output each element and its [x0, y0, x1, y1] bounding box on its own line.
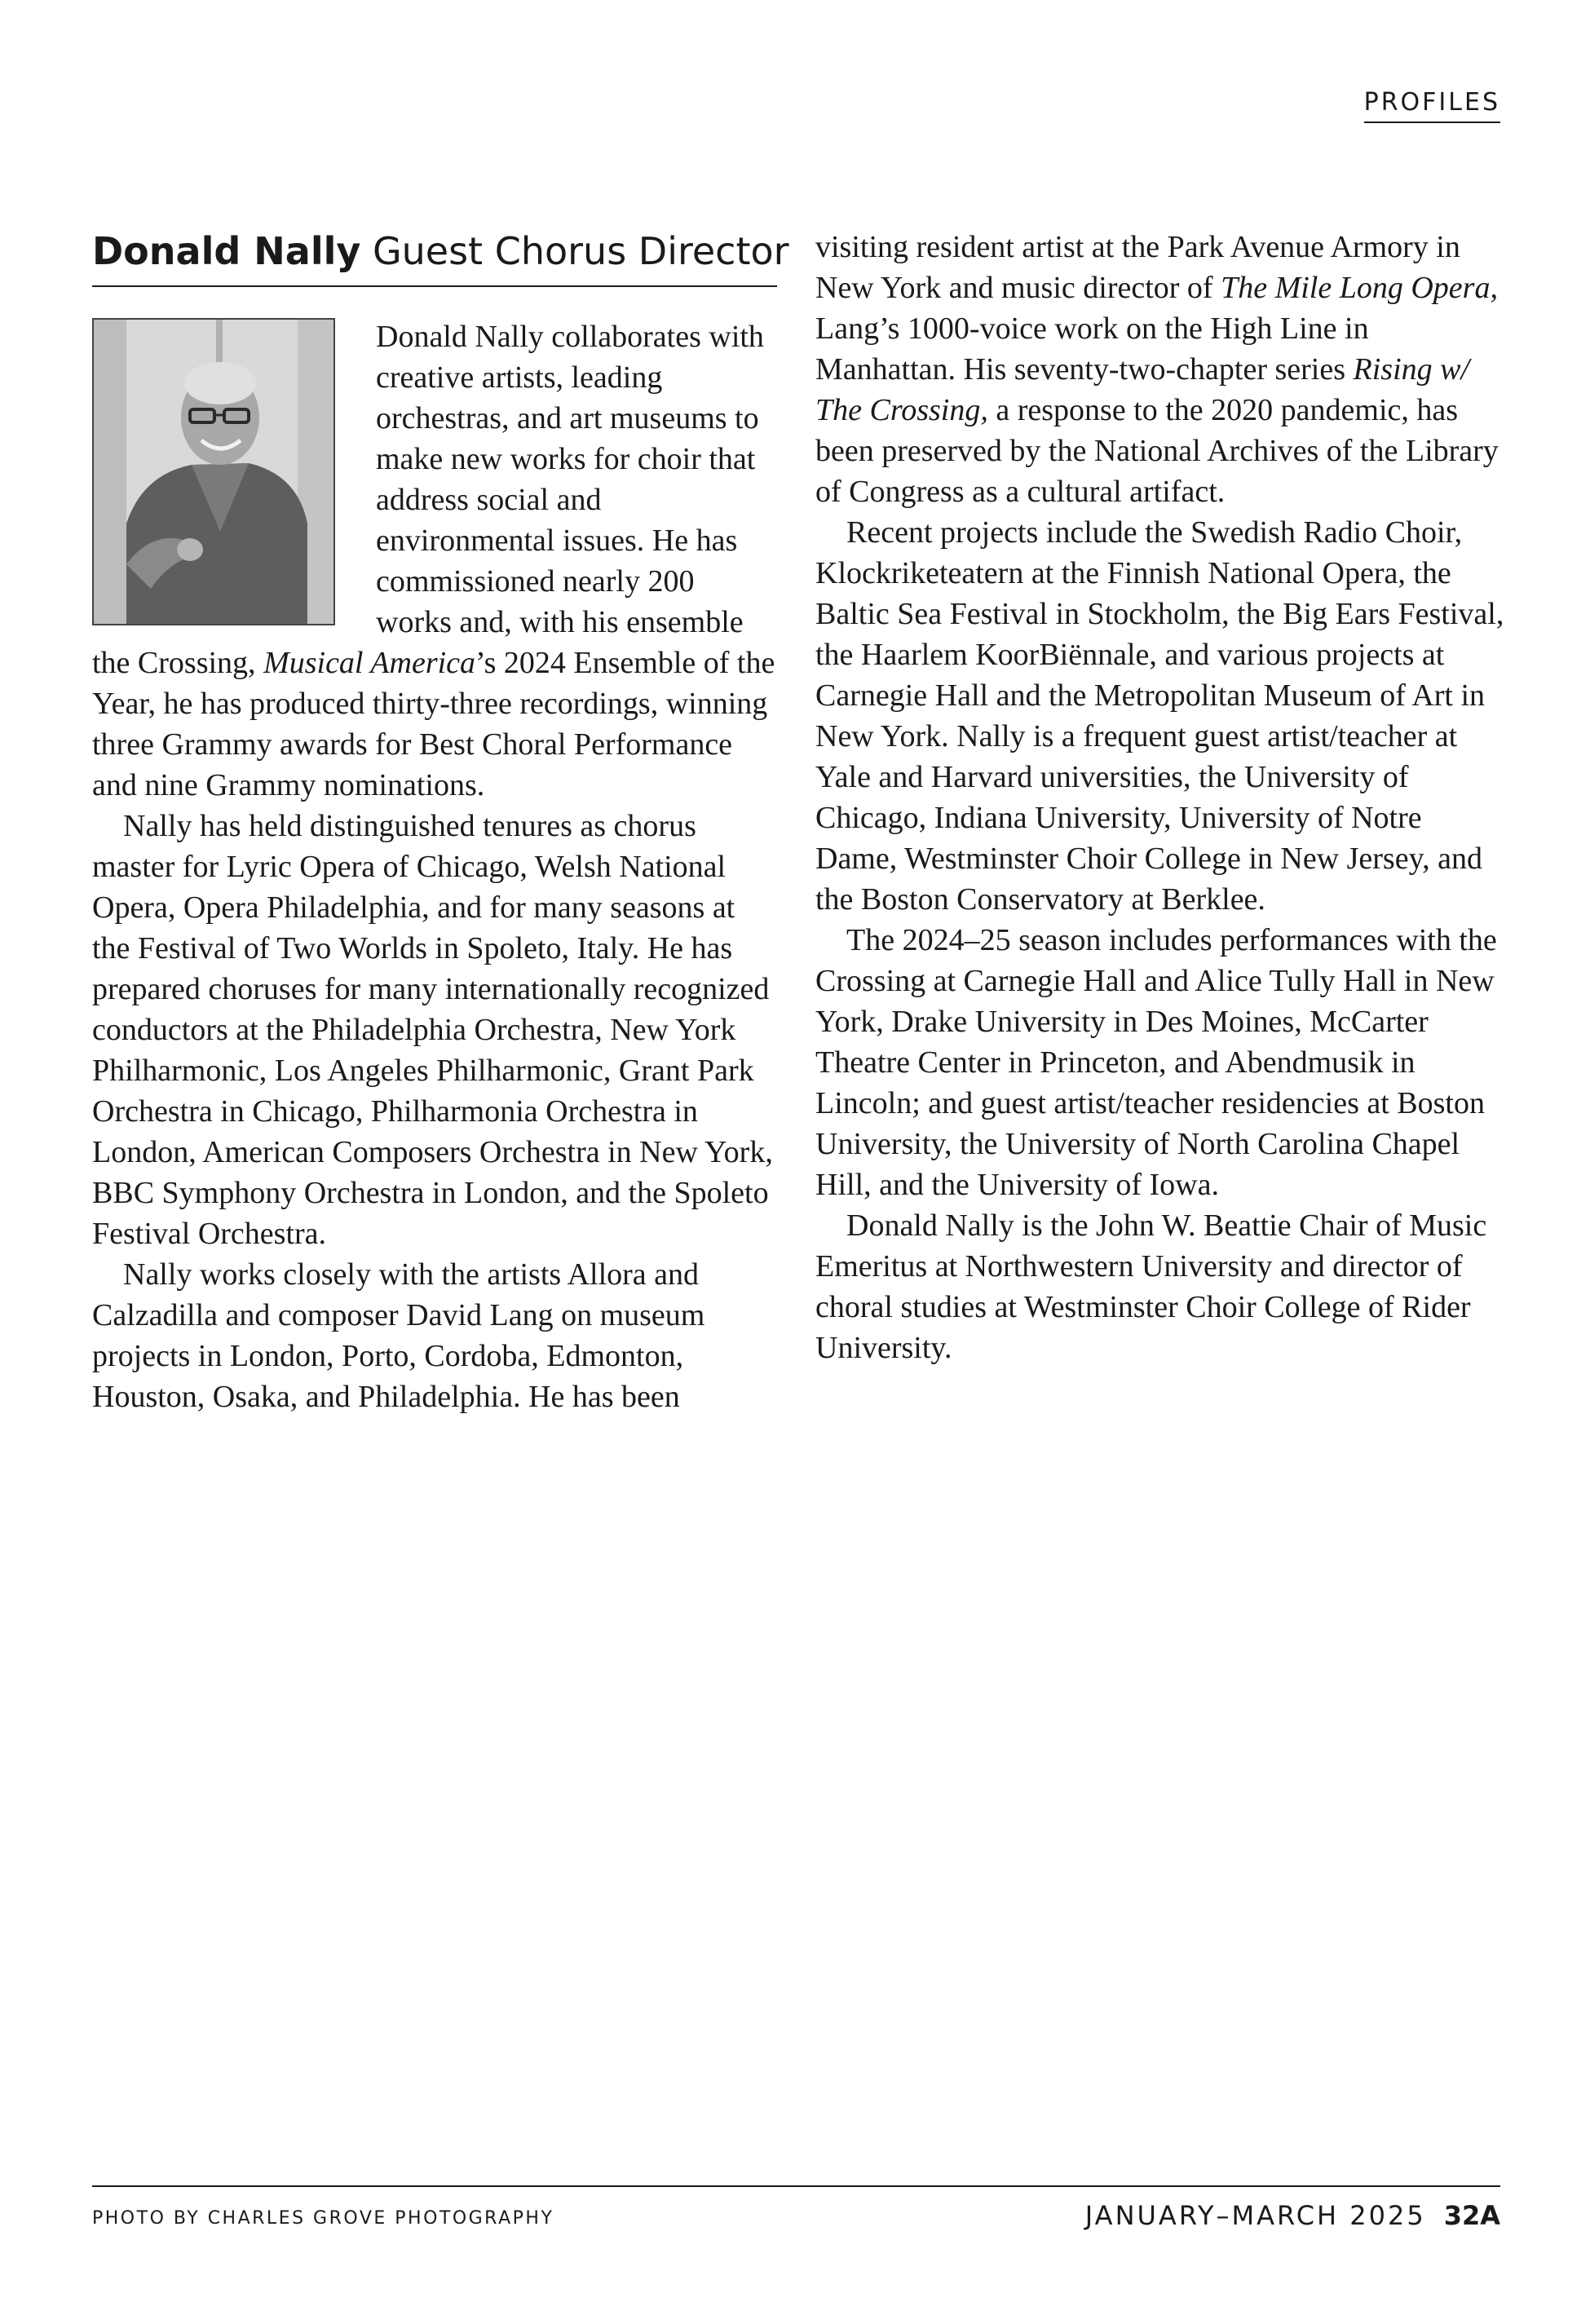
bio-text: ’s 2024 Ensemble of the Year, he has produced thirty-three recordings, winning three Grammy awards for Best Choral Performance and nine Grammy nominations.: [92, 646, 775, 802]
bio-paragraph-4: Recent projects include the Swedish Radio Choir, Klockriketeatern at the Finnish National Opera, the Baltic Sea Festival in Stockholm, the Big Ears Festival, the Haarlem KoorBiënnale, and various projects at Carnegie Hall and the Metropolitan Museum of Art in New York. Nally is a frequent guest artist/teacher at Yale and Harvard universities, the University of Chicago, Indiana University, University of Notre Dame, Westminster Choir College in New Jersey, and the Boston Conservatory at Berklee.: [815, 515, 1504, 917]
issue-date: JANUARY–MARCH 2025: [1084, 2200, 1426, 2231]
bio-paragraph-5: The 2024–25 season includes performances with the Crossing at Carnegie Hall and Alice Tully Hall in New York, Drake University in Des Moines, McCarter Theatre Center in Princeton, and Abendmusik in Lincoln; and guest artist/teacher residencies at Boston University, the University of North Carolina Chapel Hill, and the University of Iowa.: [815, 923, 1497, 1202]
bio-paragraph-6: Donald Nally is the John W. Beattie Chair of Music Emeritus at Northwestern University and director of choral studies at Westminster Choir College of Rider University.: [815, 1208, 1487, 1365]
profile-name: Donald Nally: [92, 229, 361, 273]
italic-title: The Mile Long Opera,: [1221, 271, 1498, 305]
italic-title: Rising w/ The Crossing,: [815, 352, 1470, 427]
photo-credit: PHOTO BY CHARLES GROVE PHOTOGRAPHY: [92, 2208, 554, 2229]
profile-role: Guest Chorus Director: [372, 229, 789, 273]
bio-paragraph-3-continued: [815, 227, 1504, 512]
bio-text: Donald Nally collaborates with creative artists, leading orchestras, and art museums to make new works for choir that address social and environmental issues. He has commissioned nearly 200 works and, with his ensemble the Crossing,: [92, 320, 764, 680]
page-number: 32A: [1443, 2200, 1500, 2231]
bio-text: a response to the 2020 pandemic, has been preserved by the National Archives of the Library of Congress as a cultural artifact.: [815, 393, 1499, 509]
left-column: [92, 227, 789, 1417]
section-label: PROFILES: [1364, 88, 1500, 123]
portrait-image: [94, 320, 333, 624]
italic-title: Musical America: [263, 646, 476, 680]
right-column: [815, 227, 1504, 1368]
profile-heading: [92, 227, 789, 287]
footer-divider: [92, 2185, 1500, 2187]
profile-photo: [92, 318, 335, 625]
issue-info: [1085, 2200, 1500, 2231]
bio-paragraph-2: Nally has held distinguished tenures as chorus master for Lyric Opera of Chicago, Welsh National Opera, Opera Philadelphia, and for many seasons at the Festival of Two Worlds in Spoleto, Italy. He has prepared choruses for many internationally recognized conductors at the Philadelphia Orchestra, New York Philharmonic, Los Angeles Philharmonic, Grant Park Orchestra in Chicago, Philharmonia Orchestra in London, American Composers Orchestra in New York, BBC Symphony Orchestra in London, and the Spoleto Festival Orchestra.: [92, 809, 773, 1251]
bio-text: Lang’s 1000-voice work on the High Line in Manhattan. His seventy-two-chapter series: [815, 311, 1369, 387]
bio-text: visiting resident artist at the Park Avenue Armory in New York and music director of: [815, 230, 1460, 305]
bio-paragraph-3: Nally works closely with the artists Allora and Calzadilla and composer David Lang on museum projects in London, Porto, Cordoba, Edmonton, Houston, Osaka, and Philadelphia. He has been: [92, 1257, 705, 1414]
